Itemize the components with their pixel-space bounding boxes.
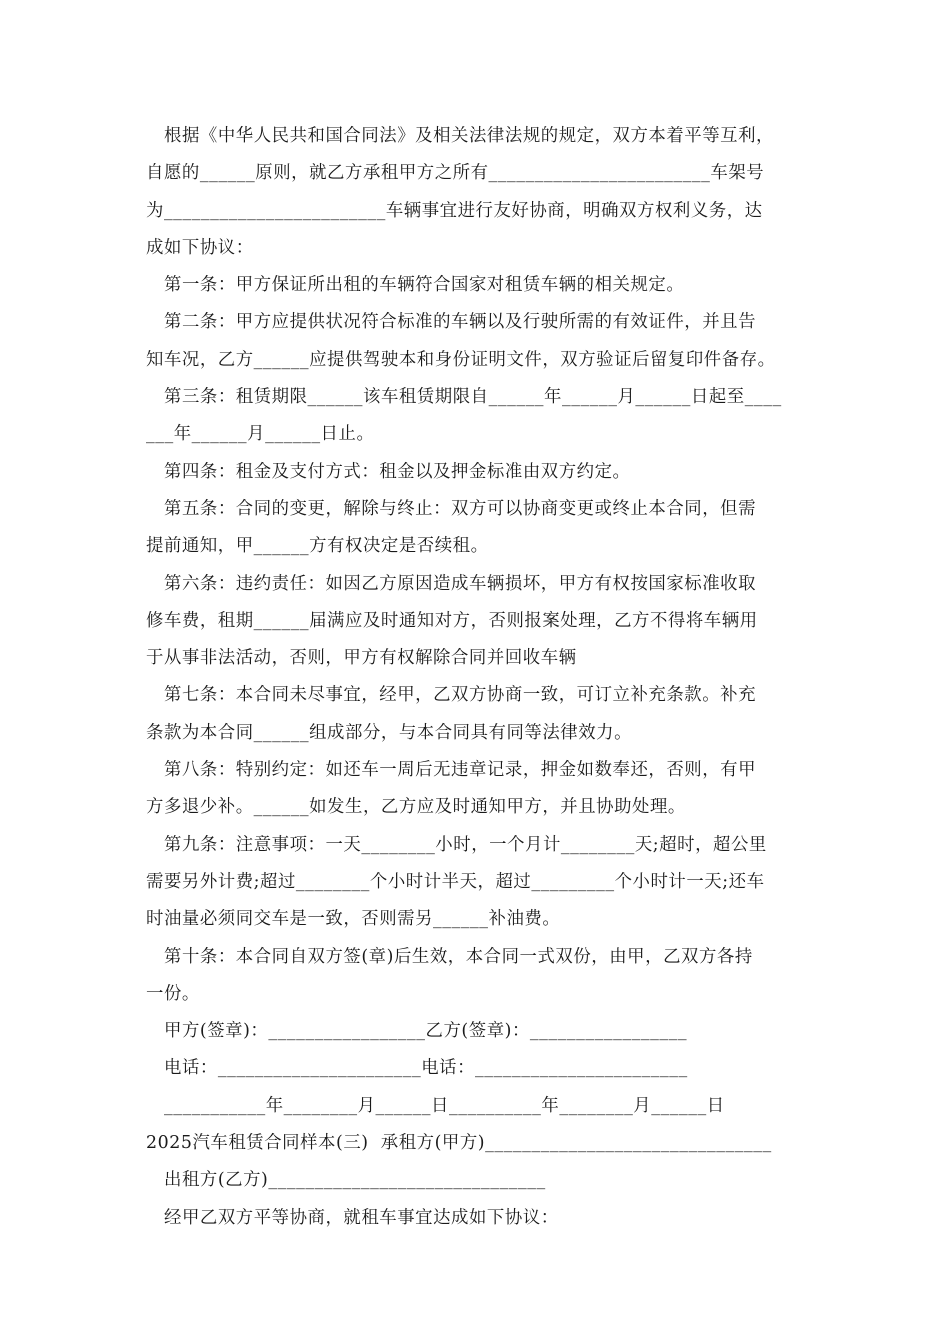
document-page: [146, 118, 806, 1237]
article-5-line: 第五条：合同的变更，解除与终止：双方可以协商变更或终止本合同，但需: [164, 498, 757, 519]
paragraph-line: 自愿的______原则，就乙方承租甲方之所有________________________车架号: [146, 163, 765, 184]
article-7-line: 条款为本合同______组成部分，与本合同具有同等法律效力。: [146, 722, 633, 743]
lessor-line: 出租方(乙方)______________________________: [164, 1170, 546, 1191]
article-2-line: 知车况，乙方______应提供驾驶本和身份证明文件，双方验证后留复印件备存。: [146, 349, 776, 370]
article-3-line: 第三条：租赁期限______该车租赁期限自______年______月______日起至____: [164, 387, 782, 408]
article-10-line: 第十条：本合同自双方签(章)后生效，本合同一式双份，由甲，乙双方各持: [164, 946, 753, 967]
article-8-line: 第八条：特别约定：如还车一周后无违章记录，押金如数奉还，否则，有甲: [164, 760, 757, 781]
article-6-line: 于从事非法活动，否则，甲方有权解除合同并回收车辆: [146, 648, 577, 669]
article-9-line: 需要另外计费;超过________个小时计半天，超过_________个小时计一天;还车: [146, 871, 765, 892]
article-8-line: 方多退少补。______如发生，乙方应及时通知甲方，并且协助处理。: [146, 797, 686, 818]
signature-line: 甲方(签章)：_________________乙方(签章)：_________________: [164, 1021, 688, 1042]
article-9-line: 第九条：注意事项：一天________小时，一个月计________天;超时，超公里: [164, 834, 767, 855]
article-1-line: 第一条：甲方保证所出租的车辆符合国家对租赁车辆的相关规定。: [164, 275, 685, 296]
agreement-intro-line: 经甲乙双方平等协商，就租车事宜达成如下协议：: [164, 1207, 559, 1228]
sample-title-line: 2025汽车租赁合同样本(三) 承租方(甲方)_______________________________: [146, 1133, 772, 1154]
article-9-line: 时油量必须同交车是一致，否则需另______补油费。: [146, 909, 561, 930]
article-6-line: 修车费，租期______届满应及时通知对方，否则报案处理，乙方不得将车辆用: [146, 610, 758, 631]
paragraph-line: 成如下协议：: [146, 237, 254, 258]
date-line: ___________年________月______日__________年________月______日: [164, 1095, 725, 1116]
article-2-line: 第二条：甲方应提供状况符合标准的车辆以及行驶所需的有效证件，并且告: [164, 312, 757, 333]
paragraph-line: 为________________________车辆事宜进行友好协商，明确双方权利义务，达: [146, 200, 763, 221]
paragraph-line: 根据《中华人民共和国合同法》及相关法律法规的规定，双方本着平等互利，: [164, 126, 774, 146]
phone-line: 电话：______________________电话：_______________________: [164, 1058, 688, 1079]
article-10-line: 一份。: [146, 983, 200, 1004]
article-6-line: 第六条：违约责任：如因乙方原因造成车辆损坏，甲方有权按国家标准收取: [164, 573, 757, 594]
article-4-line: 第四条：租金及支付方式：租金以及押金标准由双方约定。: [164, 461, 631, 482]
article-5-line: 提前通知，甲______方有权决定是否续租。: [146, 536, 489, 557]
article-3-line: ___年______月______日止。: [146, 424, 375, 445]
article-7-line: 第七条：本合同未尽事宜，经甲，乙双方协商一致，可订立补充条款。补充: [164, 685, 757, 706]
